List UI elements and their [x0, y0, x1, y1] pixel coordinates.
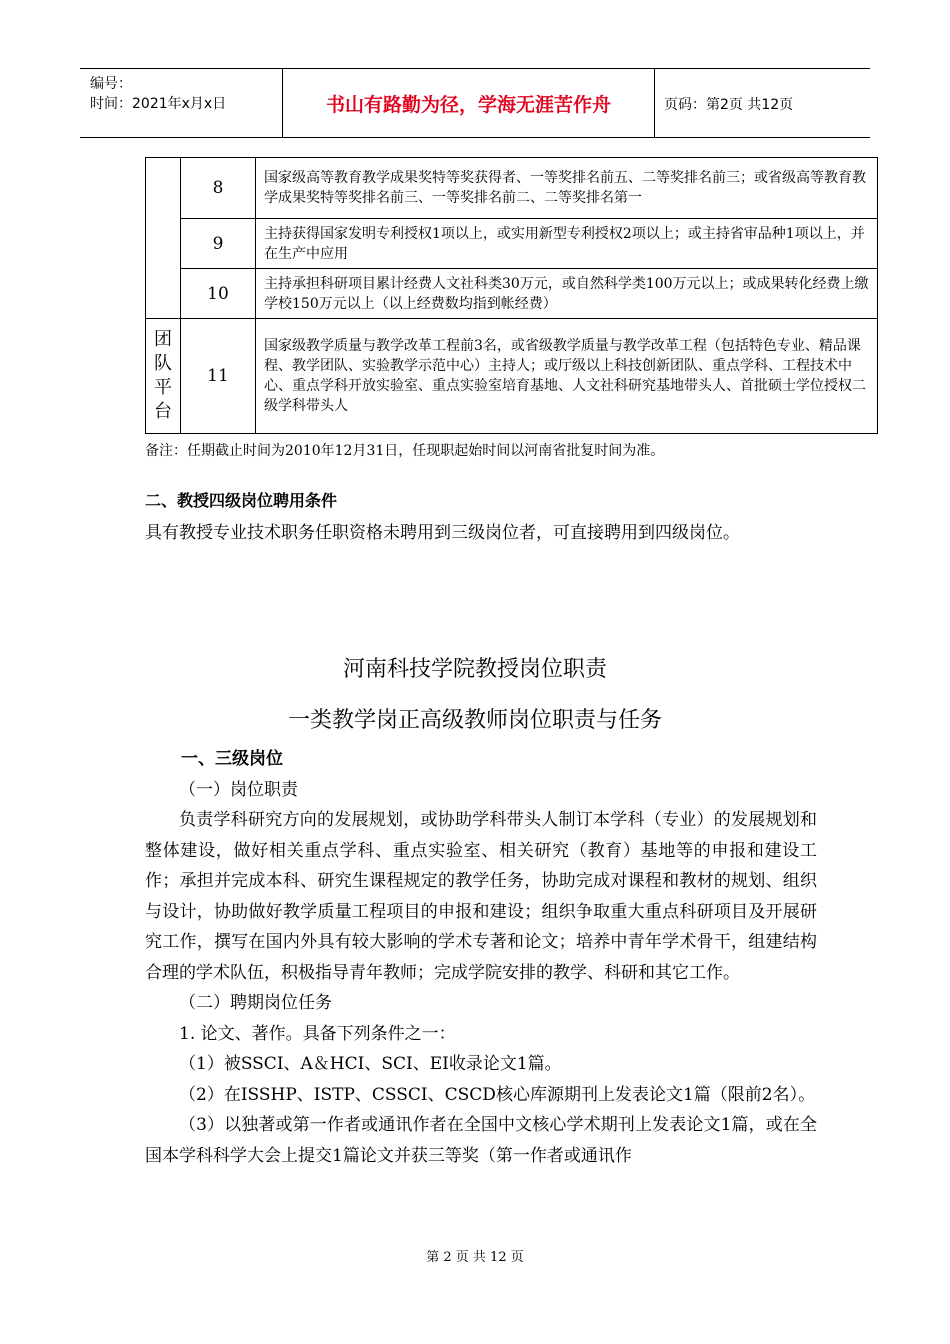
requirements-table [145, 157, 878, 434]
section-heading: 一、三级岗位 [181, 749, 283, 769]
content-body [145, 744, 817, 1171]
page-subtitle: 一类教学岗正高级教师岗位职责与任务 [287, 708, 662, 733]
row-number: 8 [181, 158, 256, 219]
category-cell-empty [146, 158, 181, 319]
row-number: 11 [181, 319, 256, 434]
subsection-heading: （一）岗位职责 [179, 779, 298, 800]
list-item: （3）以独著或第一作者或通讯作者在全国中文核心学术期刊上发表论文1篇，或在全国本学科科学大会上提交1篇论文并获三等奖（第一作者或通讯作 [145, 1115, 817, 1166]
header-left-cell [80, 69, 283, 137]
time-label: 时间：2021年x月x日 [90, 96, 227, 112]
table-row [146, 219, 878, 269]
page-title: 河南科技学院教授岗位职责 [342, 657, 607, 682]
subsection-heading: （二）聘期岗位任务 [179, 993, 332, 1013]
duty-paragraph: 负责学科研究方向的发展规划，或协助学科带头人制订本学科（专业）的发展规划和整体建设，做好相关重点学科、重点实验室、相关研究（教育）基地等的申报和建设工作；承担并完成本科、研究生课程规定的教学任务，协助完成对课程和教材的规划、组织与设计，协助做好教学质量工程项目的申报和建设；组织争取重大重点科研项目及开展研究工作，撰写在国内外具有较大影响的学术专著和论文；培养中青年学术骨干，组建结构合理的学术队伍，积极指导青年教师；完成学院安排的教学、科研和其它工作。 [145, 810, 817, 983]
table-note: 备注：任期截止时间为2010年12月31日，任现职起始时间以河南省批复时间为准。 [145, 443, 665, 459]
list-item: 1. 论文、著作。具备下列条件之一： [179, 1023, 456, 1044]
section2-body: 具有教授专业技术职务任职资格未聘用到三级岗位者，可直接聘用到四级岗位。 [145, 523, 740, 543]
table-row [146, 158, 878, 219]
row-text: 主持获得国家发明专利授权1项以上，或实用新型专利授权2项以上；或主持省审品种1项以上，并在生产中应用 [256, 219, 878, 269]
row-number: 9 [181, 219, 256, 269]
list-item: （1）被SSCI、A＆HCI、SCI、EI收录论文1篇。 [179, 1054, 562, 1074]
section2-heading: 二、教授四级岗位聘用条件 [145, 491, 338, 510]
table-row [146, 319, 878, 434]
row-text: 主持承担科研项目累计经费人文社科类30万元，或自然科学类100万元以上；或成果转化经费上缴学校150万元以上（以上经费数均指到帐经费） [256, 269, 878, 319]
header-motto: 书山有路勤为径，学海无涯苦作舟 [283, 69, 655, 137]
team-category-cell: 团 队 平 台 [146, 319, 181, 434]
row-text: 国家级高等教育教学成果奖特等奖获得者、一等奖排名前五、二等奖排名前三；或省级高等教育教学成果奖特等奖排名前三、一等奖排名前二、二等奖排名第一 [256, 158, 878, 219]
list-item: （2）在ISSHP、ISTP、CSSCI、CSCD核心库源期刊上发表论文1篇（限前2名）。 [179, 1084, 816, 1105]
header-page-info: 页码：第2页 共12页 [664, 97, 794, 113]
number-label: 编号： [90, 76, 132, 92]
row-text: 国家级教学质量与教学改革工程前3名，或省级教学质量与教学改革工程（包括特色专业、精品课程、教学团队、实验教学示范中心）主持人；或厅级以上科技创新团队、重点学科、工程技术中心、重点学科开放实验室、重点实验室培育基地、人文社科研究基地带头人、首批硕士学位授权二级学科带头人 [256, 319, 878, 434]
table-row [146, 269, 878, 319]
page-footer: 第 2 页 共 12 页 [426, 1250, 524, 1265]
page-header [80, 68, 870, 138]
row-number: 10 [181, 269, 256, 319]
